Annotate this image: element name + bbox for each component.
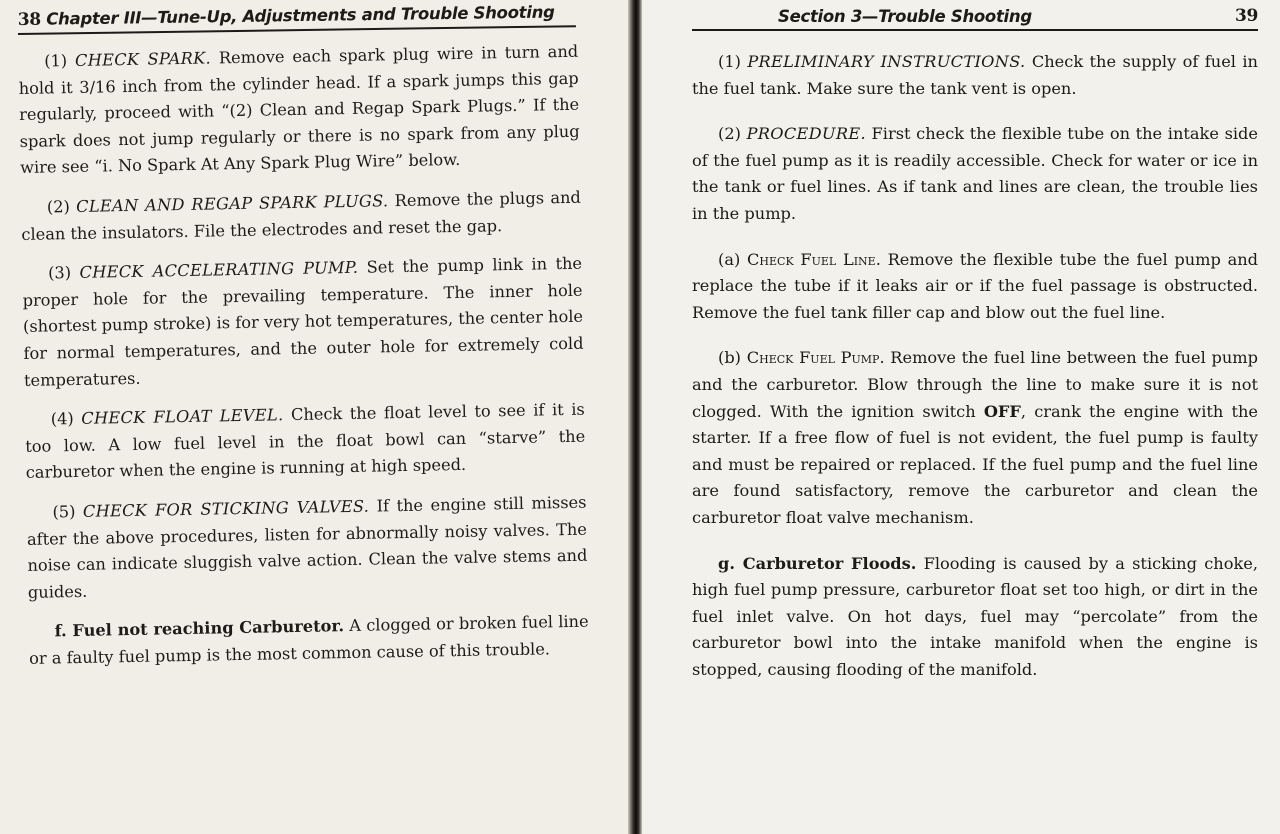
section-heading: f. Fuel not reaching Carburetor. [54,616,345,641]
item-title: CHECK ACCELERATING PUMP. [79,257,359,283]
paragraph-float-level: (4) CHECK FLOAT LEVEL. Check the float level to see if it is too low. A low fuel level in the float bowl can “starve” the carburetor when the engine is running at high speed. [25,399,586,483]
paragraph-check-fuel-line: (a) Check Fuel Line. Remove the flexible tube the fuel pump and replace the tube if it leaks air or if the fuel passage is obstructed. Remove the fuel tank filler cap and blow out the fuel line. [692,249,1259,322]
right-page [632,0,1280,834]
left-page-number: 38 [17,9,41,31]
item-title: CHECK SPARK. [74,48,212,70]
item-title: Check Fuel Line. [747,249,881,269]
paragraph-check-fuel-pump: (b) Check Fuel Pump. Remove the fuel line between the fuel pump and the carburetor. Blow through the line to make sure it is not clogged. With the ignition switch OFF, crank the engine with the starter. If a free flow of fuel is not evident, the fuel pump is faulty and must be repaired or replaced. If the fuel pump and the fuel line are found satisfactory, remove the carburetor and clean the carburetor float valve mechanism. [692,348,1258,527]
left-body [18,39,589,673]
paragraph-preliminary: (1) PRELIMINARY INSTRUCTIONS. Check the supply of fuel in the fuel tank. Make sure the tank vent is open. [692,52,1258,98]
right-header-title: Section 3—Trouble Shooting [778,7,1032,26]
left-page [0,0,632,834]
item-title: PROCEDURE. [746,124,866,144]
right-running-head [692,6,1258,31]
section-f: f. Fuel not reaching Carburetor. A clogged or broken fuel line or a faulty fuel pump is the most common cause of this trouble. [28,611,589,668]
section-heading: g. Carburetor Floods. [718,553,917,573]
paragraph-clean-regap: (2) CLEAN AND REGAP SPARK PLUGS. Remove the plugs and clean the insulators. File the electrodes and reset the gap. [21,187,581,244]
item-title: CLEAN AND REGAP SPARK PLUGS. [75,191,389,216]
paragraph-procedure: (2) PROCEDURE. First check the flexible tube on the intake side of the fuel pump as it is readily accessible. Check for water or ice in the tank or fuel lines. As if tank and lines are clean, the trouble lies in the pump. [692,124,1258,223]
right-body [692,49,1258,683]
paragraph-accelerating-pump: (3) CHECK ACCELERATING PUMP. Set the pump link in the proper hole for the prevailing temperature. The inner hole (shortest pump stroke) is for very hot temperatures, the center hole for normal temperatures, and the outer hole for extremely cold temperatures. [22,253,584,390]
item-title: CHECK FOR STICKING VALVES. [82,496,370,521]
item-title: PRELIMINARY INSTRUCTIONS. [747,52,1026,71]
paragraph-check-spark: (1) CHECK SPARK. Remove each spark plug wire in turn and hold it 3/16 inch from the cylinder head. If a spark jumps this gap regularly, proceed with “(2) Clean and Regap Spark Plugs.” If the spark does not jump regularly or there is no spark from any plug wire see “i. No Spark At Any Spark Plug Wire” below. [18,41,580,178]
right-page-number: 39 [1234,6,1258,26]
left-header-title: Chapter III—Tune-Up, Adjustments and Trouble Shooting [46,2,555,29]
left-running-head [18,2,576,35]
book-gutter [628,0,642,834]
bold-off: OFF [983,401,1021,421]
item-title: CHECK FLOAT LEVEL. [81,405,284,429]
paragraph-sticking-valves: (5) CHECK FOR STICKING VALVES. If the engine still misses after the above procedures, listen for abnormally noisy valves. The noise can indicate sluggish valve action. Clean the valve stems and guides. [26,492,588,602]
section-g: g. Carburetor Floods. Flooding is caused by a sticking choke, high fuel pump pressure, carburetor float set too high, or dirt in the fuel inlet valve. On hot days, fuel may “percolate” from the carburetor bowl into the intake manifold when the engine is stopped, causing flooding of the manifold. [692,553,1258,679]
left-header-line [18,3,555,30]
item-title: Check Fuel Pump. [746,348,885,368]
